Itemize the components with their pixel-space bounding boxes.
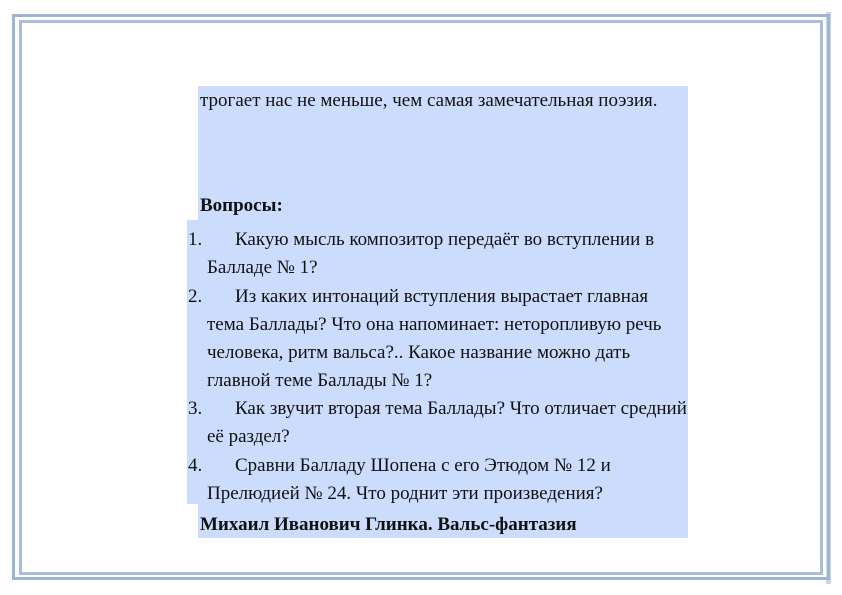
question-text: Как звучит вторая тема Баллады? Что отличает средний её раздел? xyxy=(207,398,687,447)
section-title: Михаил Иванович Глинка. Вальс-фантазия xyxy=(200,514,577,535)
question-item-2 xyxy=(188,283,688,395)
questions-heading: Вопросы: xyxy=(200,195,283,216)
question-text: Какую мысль композитор передаёт во вступлении в Балладе № 1? xyxy=(207,229,655,278)
question-number: 2. xyxy=(188,286,203,307)
question-number: 1. xyxy=(188,229,203,250)
question-number: 3. xyxy=(188,398,203,419)
question-item-3 xyxy=(188,395,688,451)
question-number: 4. xyxy=(188,455,203,476)
intro-paragraph: трогает нас не меньше, чем самая замечательная поэзия. xyxy=(200,90,658,111)
question-text: Сравни Балладу Шопена с его Этюдом № 12 и Прелюдией № 24. Что роднит эти произведения? xyxy=(207,455,611,504)
question-text: Из каких интонаций вступления вырастает главная тема Баллады? Что она напоминает: неторопливую речь человека, ритм вальса?.. Какое название можно дать главной теме Баллады № 1? xyxy=(207,286,662,391)
question-item-4 xyxy=(188,452,688,508)
question-item-1 xyxy=(188,226,688,282)
